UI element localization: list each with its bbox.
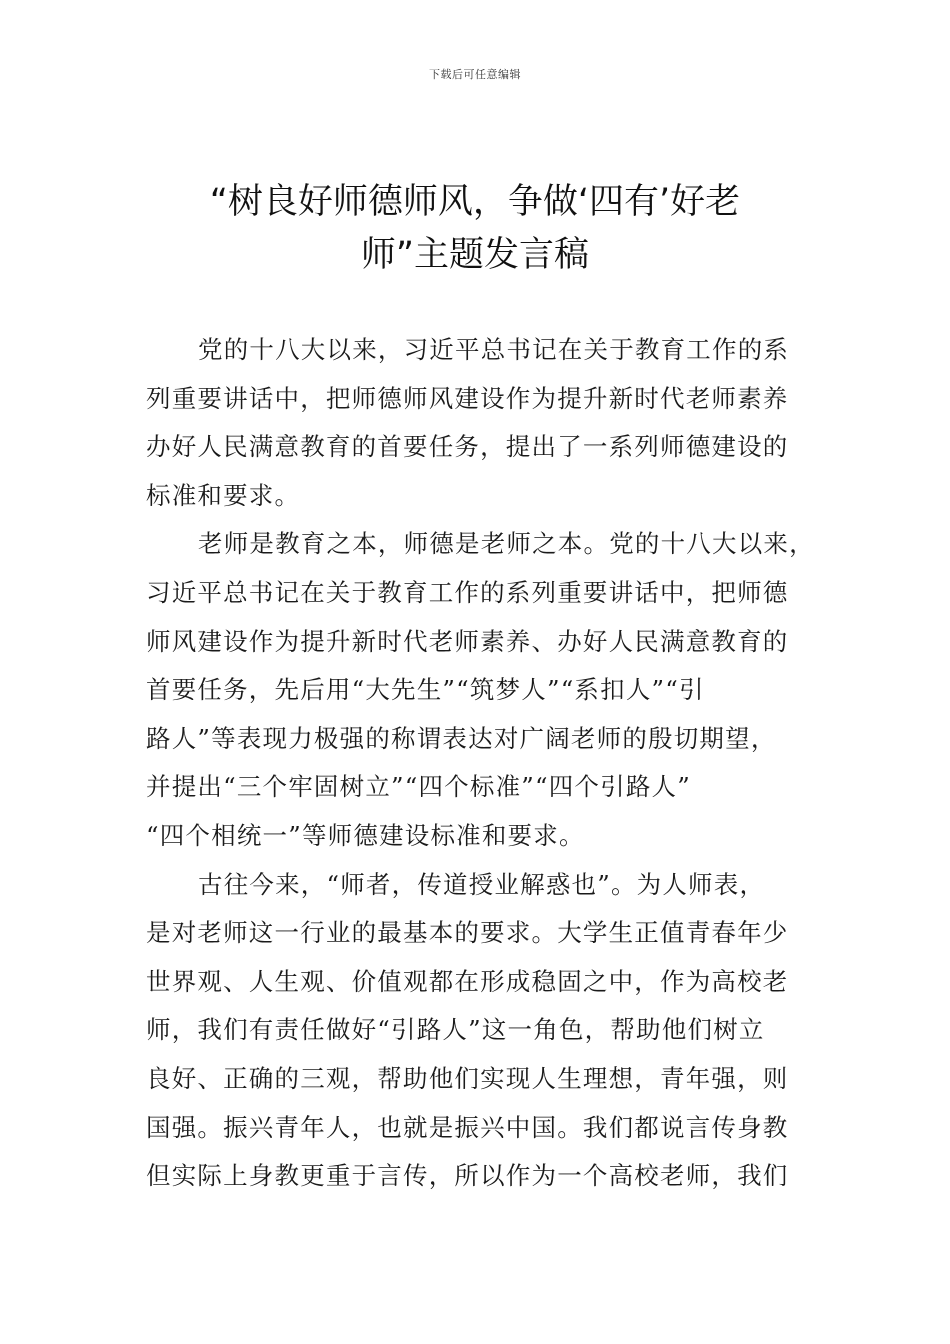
title-line-2: 师”主题发言稿 — [360, 235, 590, 275]
body-line: 但实际上身教更重于言传，所以作为一个高校老师，我们 — [146, 1161, 789, 1191]
body-line: 办好人民满意教育的首要任务，提出了一系列师德建设的 — [146, 432, 789, 462]
body-line: 并提出“三个牢固树立”“四个标准”“四个引路人” — [146, 772, 691, 802]
body-line: “四个相统一”等师德建设标准和要求。 — [146, 820, 585, 850]
header-note: 下载后可任意编辑 — [429, 68, 521, 81]
body-line: 首要任务，先后用“大先生”“筑梦人”“系扣人”“引 — [146, 675, 705, 705]
body-line: 是对老师这一行业的最基本的要求。大学生正值青春年少 — [146, 918, 789, 948]
body-line: 师风建设作为提升新时代老师素养、办好人民满意教育的 — [146, 626, 789, 656]
document-title — [145, 176, 805, 282]
body-line: 党的十八大以来，习近平总书记在关于教育工作的系 — [198, 335, 790, 364]
body-line: 良好、正确的三观，帮助他们实现人生理想，青年强，则 — [146, 1063, 789, 1093]
body-line: 世界观、人生观、价值观都在形成稳固之中，作为高校老 — [146, 966, 789, 996]
body-line: 师，我们有责任做好“引路人”这一角色，帮助他们树立 — [146, 1015, 765, 1045]
body-text — [146, 326, 815, 1201]
body-line: 国强。振兴青年人，也就是振兴中国。我们都说言传身教 — [146, 1112, 789, 1142]
body-line: 列重要讲话中，把师德师风建设作为提升新时代老师素养 — [146, 383, 789, 413]
title-line-1: “树良好师德师风，争做‘四有’好老 — [209, 182, 741, 222]
body-line: 老师是教育之本，师德是老师之本。党的十八大以来， — [198, 529, 815, 559]
body-line: 路人”等表现力极强的称谓表达对广阔老师的殷切期望， — [146, 723, 777, 753]
body-line: 标准和要求。 — [146, 480, 301, 510]
body-line: 习近平总书记在关于教育工作的系列重要讲话中，把师德 — [146, 577, 789, 607]
body-line: 古往今来，“师者，传道授业解惑也”。为人师表， — [198, 869, 766, 899]
